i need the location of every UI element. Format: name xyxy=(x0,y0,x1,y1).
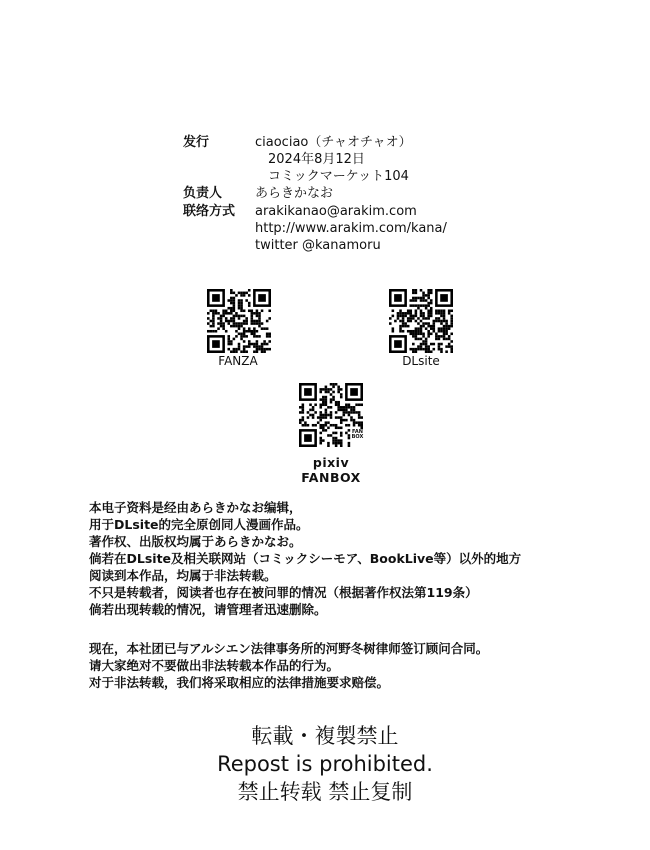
repost-japanese: 転載・複製禁止 xyxy=(251,724,399,748)
notice-line: 倘若出现转载的情况，请管理者迅速删除。 xyxy=(89,602,327,617)
responsible-value: あらきかなお xyxy=(255,186,334,201)
notice-line: 本电子资料是经由あらきかなお编辑， xyxy=(89,500,302,515)
qr-caption-fanza: FANZA xyxy=(218,354,258,368)
qr-code-icon xyxy=(389,289,453,353)
qr-code-fanbox xyxy=(298,383,364,447)
notice-line: 现在，本社团已与アルシエン法律事务所的河野冬树律师签订顾问合同。 xyxy=(89,641,489,656)
qr-caption-dlsite: DLsite xyxy=(402,354,440,368)
notice-line: 不只是转载者，阅读者也存在被问罪的情况（根据著作权法第119条） xyxy=(89,585,478,600)
publisher-label: 发行 xyxy=(183,135,210,150)
contact-email: arakikanao@arakim.com xyxy=(255,204,417,219)
notice-line: 对于非法转载，我们将采取相应的法律措施要求赔偿。 xyxy=(89,675,390,690)
notice-line: 用于DLsite的完全原创同人漫画作品。 xyxy=(89,517,309,532)
qr-caption-fanbox: pixiv FANBOX xyxy=(301,455,361,485)
repost-chinese: 禁止转载 禁止复制 xyxy=(237,780,413,804)
fanbox-badge xyxy=(351,430,364,440)
contact-url: http://www.arakim.com/kana/ xyxy=(255,221,447,236)
publish-date: 2024年8月12日 xyxy=(268,152,365,167)
contact-twitter: twitter @kanamoru xyxy=(255,238,381,253)
notice-line: 著作权、出版权均属于あらきかなお。 xyxy=(89,534,302,549)
qr-code-icon xyxy=(207,289,271,353)
notice-line: 阅读到本作品，均属于非法转载。 xyxy=(89,568,277,583)
fanbox-badge-bottom: BOX xyxy=(351,434,364,440)
responsible-label: 负责人 xyxy=(183,186,223,201)
fanbox-badge-top: FAN xyxy=(352,429,363,435)
notice-line: 请大家绝对不要做出非法转载本作品的行为。 xyxy=(89,658,340,673)
contact-label: 联络方式 xyxy=(183,204,236,219)
event-name: コミックマーケット104 xyxy=(268,169,409,184)
qr-code-fanza xyxy=(207,289,271,353)
publisher-value: ciaociao（チャオチャオ） xyxy=(255,135,412,150)
qr-code-dlsite xyxy=(389,289,453,353)
notice-line: 倘若在DLsite及相关联网站（コミックシーモア、BookLive等）以外的地方 xyxy=(89,551,522,566)
repost-english: Repost is prohibited. xyxy=(217,752,433,776)
